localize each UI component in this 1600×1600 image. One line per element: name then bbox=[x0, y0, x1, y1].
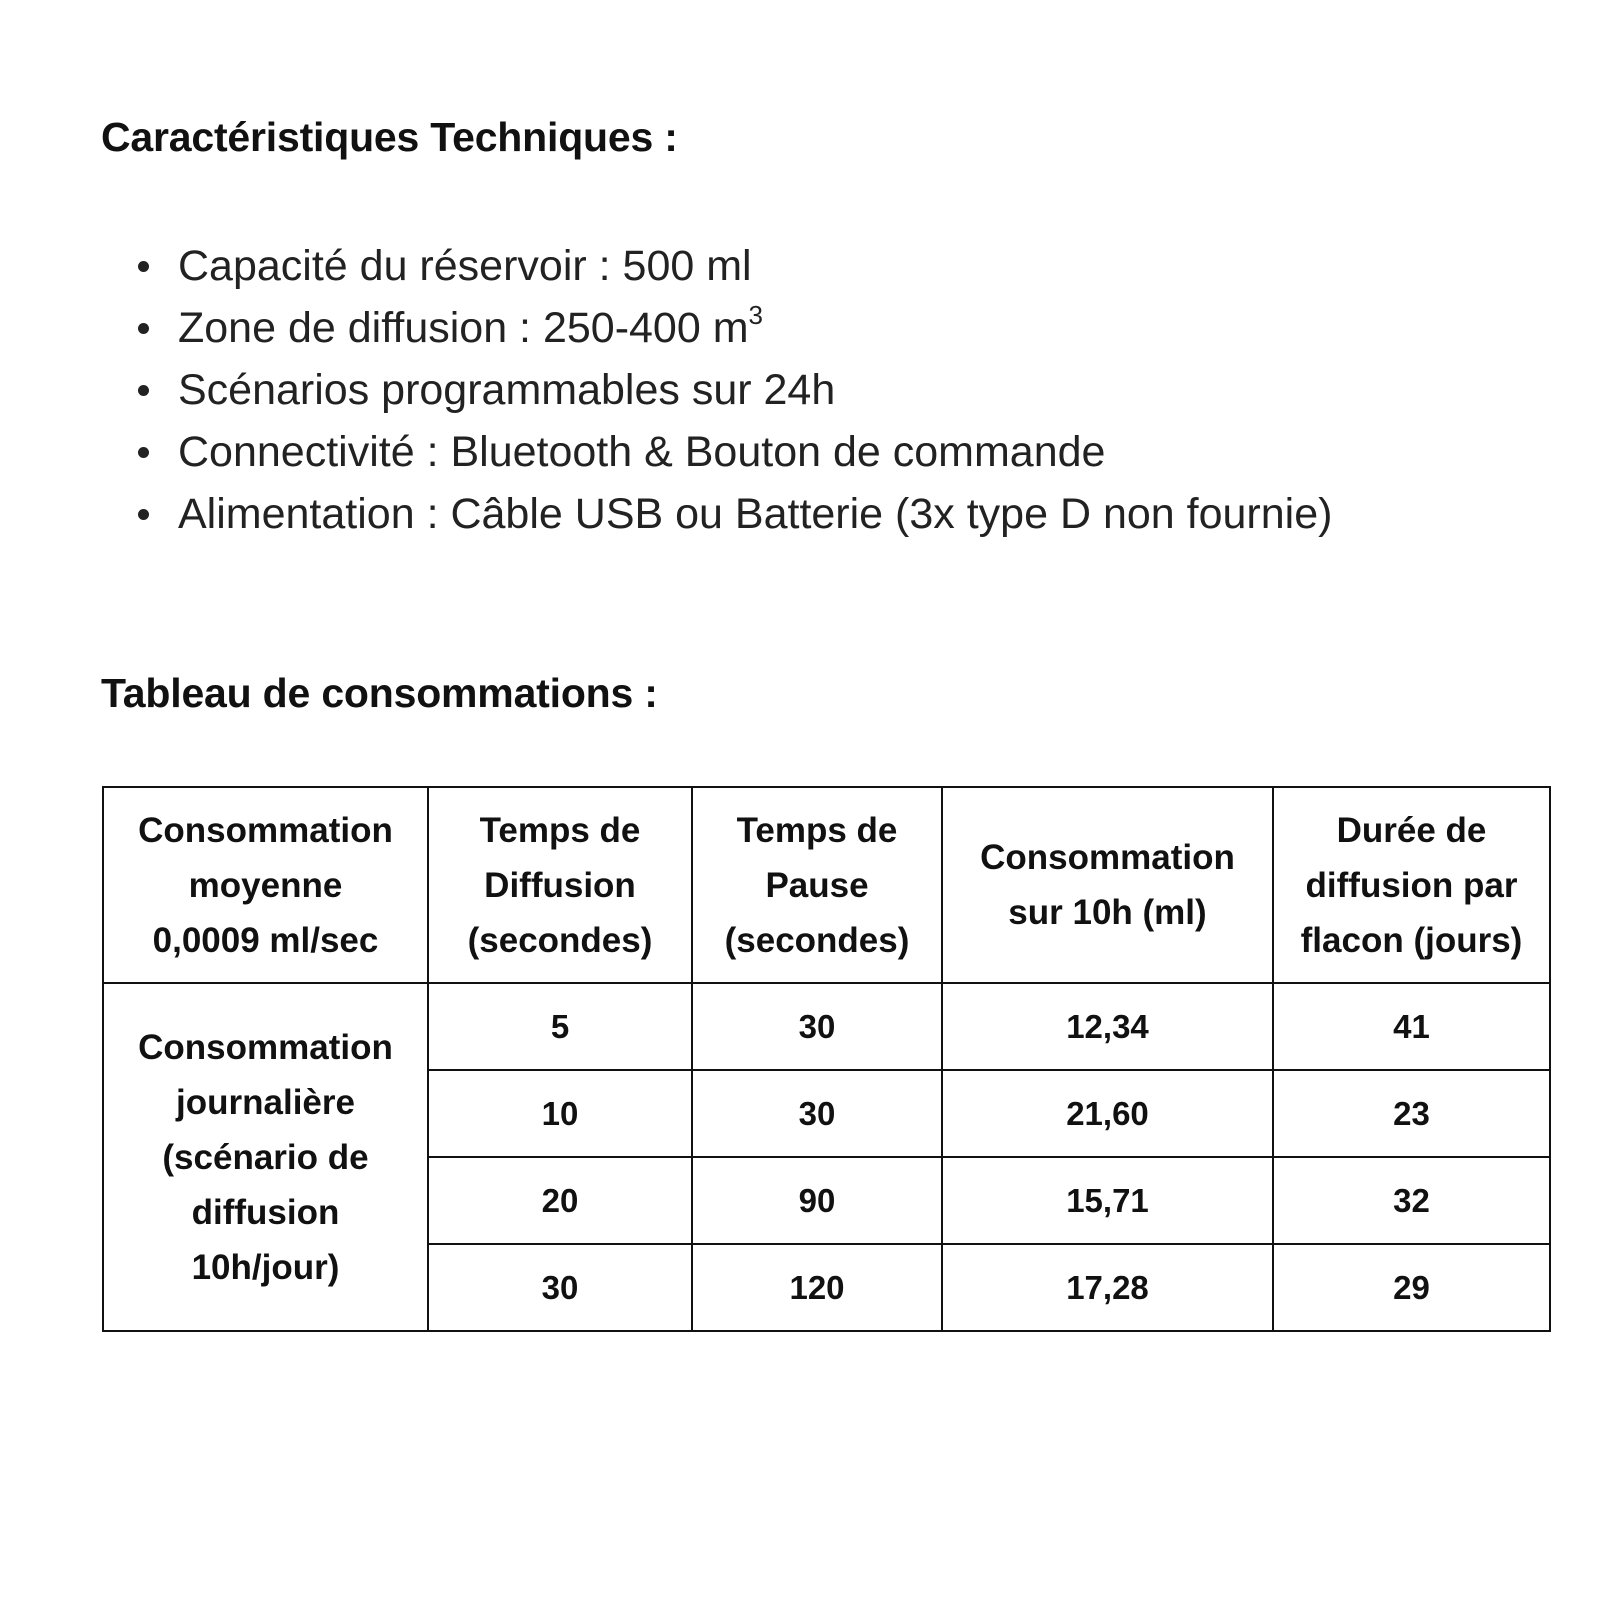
header-line: Temps de bbox=[736, 810, 898, 850]
header-line: Consommation bbox=[980, 838, 1235, 877]
header-line: flacon (jours) bbox=[1300, 920, 1523, 960]
cell-consumption-10h: 17,28 bbox=[942, 1244, 1273, 1331]
header-duration-per-bottle bbox=[1273, 787, 1550, 983]
header-line: Durée de bbox=[1336, 810, 1487, 850]
bullet-icon bbox=[138, 447, 149, 458]
cell-diffusion-time: 10 bbox=[428, 1070, 692, 1157]
table-row bbox=[103, 983, 1550, 1070]
header-diffusion-time bbox=[428, 787, 692, 983]
header-line: sur 10h (ml) bbox=[1008, 893, 1207, 932]
header-line: (secondes) bbox=[467, 920, 653, 960]
bullet-icon bbox=[138, 385, 149, 396]
spec-item-scenarios bbox=[0, 359, 1332, 421]
row-header-line: Consommation bbox=[138, 1027, 393, 1067]
table-header-row bbox=[103, 787, 1550, 983]
row-header-line: journalière bbox=[176, 1082, 355, 1122]
cell-consumption-10h: 21,60 bbox=[942, 1070, 1273, 1157]
header-line: Diffusion bbox=[484, 865, 636, 905]
row-header-line: (scénario de bbox=[162, 1137, 369, 1177]
header-line: Consommation bbox=[138, 810, 393, 850]
spec-text: Connectivité : Bluetooth & Bouton de commande bbox=[178, 428, 1106, 476]
header-average-consumption bbox=[103, 787, 428, 983]
specs-list bbox=[0, 235, 1332, 545]
spec-text: Alimentation : Câble USB ou Batterie (3x type D non fournie) bbox=[178, 490, 1333, 538]
row-header-line: 10h/jour) bbox=[191, 1247, 340, 1287]
cell-pause-time: 30 bbox=[692, 983, 942, 1070]
header-line: moyenne bbox=[188, 865, 343, 905]
header-line: Pause bbox=[765, 865, 869, 905]
cell-pause-time: 30 bbox=[692, 1070, 942, 1157]
consumption-heading: Tableau de consommations : bbox=[101, 670, 658, 716]
cell-diffusion-time: 30 bbox=[428, 1244, 692, 1331]
unit-superscript: 3 bbox=[748, 300, 763, 330]
specs-heading: Caractéristiques Techniques : bbox=[101, 114, 678, 160]
spec-text: Zone de diffusion : 250-400 m bbox=[178, 304, 749, 352]
header-pause-time bbox=[692, 787, 942, 983]
bullet-icon bbox=[138, 509, 149, 520]
spec-item-tank-capacity bbox=[0, 235, 1332, 297]
cell-duration-days: 29 bbox=[1273, 1244, 1550, 1331]
bullet-icon bbox=[138, 261, 149, 272]
header-line: 0,0009 ml/sec bbox=[152, 920, 379, 960]
cell-pause-time: 120 bbox=[692, 1244, 942, 1331]
header-line: diffusion par bbox=[1305, 865, 1518, 905]
cell-pause-time: 90 bbox=[692, 1157, 942, 1244]
header-line: (secondes) bbox=[724, 920, 910, 960]
spec-text: Capacité du réservoir : 500 ml bbox=[178, 242, 752, 290]
cell-duration-days: 32 bbox=[1273, 1157, 1550, 1244]
consumption-table bbox=[102, 786, 1551, 1332]
spec-text: Scénarios programmables sur 24h bbox=[178, 366, 836, 414]
bullet-icon bbox=[138, 323, 149, 334]
header-line: Temps de bbox=[479, 810, 641, 850]
spec-item-connectivity bbox=[0, 421, 1332, 483]
cell-diffusion-time: 5 bbox=[428, 983, 692, 1070]
header-consumption-10h bbox=[942, 787, 1273, 983]
cell-diffusion-time: 20 bbox=[428, 1157, 692, 1244]
cell-duration-days: 41 bbox=[1273, 983, 1550, 1070]
cell-consumption-10h: 15,71 bbox=[942, 1157, 1273, 1244]
spec-item-diffusion-zone bbox=[0, 297, 1332, 359]
row-header-line: diffusion bbox=[191, 1192, 340, 1232]
cell-consumption-10h: 12,34 bbox=[942, 983, 1273, 1070]
spec-item-power bbox=[0, 483, 1332, 545]
cell-duration-days: 23 bbox=[1273, 1070, 1550, 1157]
row-header-daily-consumption bbox=[103, 983, 428, 1331]
